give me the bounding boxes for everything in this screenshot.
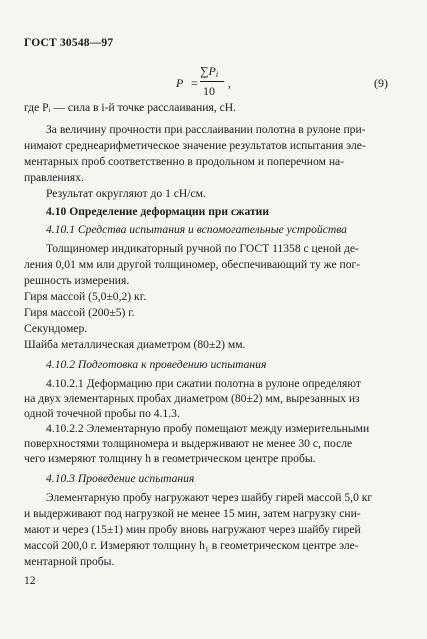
- subsection-heading-4-10-3: 4.10.3 Проведение испытания: [46, 472, 195, 485]
- text-line: Элементарную пробу нагружают через шайбу гирей массой 5,0 кг: [46, 491, 373, 504]
- formula-numerator-subscript: i: [215, 70, 219, 79]
- text-line: Шайба металлическая диаметром (80±2) мм.: [24, 338, 246, 351]
- text-line: массой 200,0 г. Измеряют толщину h₁ в геометрическом центре эле-: [24, 539, 359, 552]
- formula-numerator-main: ∑P: [200, 64, 216, 78]
- text-line: 4.10.2.1 Деформацию при сжатии полотна в рулоне определяют: [46, 377, 361, 390]
- text-line: и выдерживают под нагрузкой не менее 15 мин, затем нагрузку сни-: [24, 507, 361, 520]
- text-line: Секундомер.: [24, 322, 88, 335]
- text-line: Гиря массой (5,0±0,2) кг.: [24, 290, 147, 303]
- text-line: 4.10.2.2 Элементарную пробу помещают между измерительными: [46, 422, 370, 435]
- text-line: правлениях.: [24, 171, 84, 184]
- formula-fraction-bar: [200, 81, 224, 82]
- formula-denominator: 10: [203, 84, 215, 98]
- text-line: Толщиномер индикаторный ручной по ГОСТ 11358 с ценой де-: [46, 242, 359, 255]
- text-line: решность измерения.: [24, 274, 130, 287]
- formula-numerator: [200, 64, 218, 79]
- page-number: 12: [24, 574, 36, 587]
- section-heading-4-10: 4.10 Определение деформации при сжатии: [46, 205, 269, 218]
- text-line: на двух элементарных пробах диаметром (80±2) мм, вырезанных из: [24, 392, 360, 405]
- text-line: одной точечной пробы по 4.1.3.: [24, 407, 180, 420]
- formula-equals: =: [191, 76, 198, 90]
- text-line: ментарной пробы.: [24, 555, 115, 568]
- text-line: За величину прочности при расслаивании полотна в рулоне при-: [46, 123, 366, 136]
- text-line: Результат округляют до 1 сН/см.: [46, 187, 206, 200]
- text-line: где Pᵢ — сила в i-й точке расслаивания, сН.: [24, 101, 237, 114]
- subsection-heading-4-10-2: 4.10.2 Подготовка к проведению испытания: [46, 358, 267, 371]
- formula-9: [172, 62, 262, 102]
- formula-lhs: P: [176, 76, 184, 90]
- formula-comma: ,: [228, 76, 231, 90]
- text-line: поверхностями толщиномера и выдерживают не менее 30 с, после: [24, 437, 353, 450]
- text-line: мают и через (15±1) мин пробу вновь нагружают через шайбу гирей: [24, 523, 361, 536]
- text-line: чего измеряют толщину h в геометрическом центре пробы.: [24, 452, 316, 465]
- standard-header: ГОСТ 30548—97: [24, 37, 114, 49]
- equation-number: (9): [374, 76, 388, 90]
- text-line: ления 0,01 мм или другой толщиномер, обеспечивающий ту же пог-: [24, 258, 361, 271]
- text-line: ментарных проб соответственно в продольном и поперечном на-: [24, 155, 345, 168]
- text-line: нимают среднеарифметическое значение результатов испытания эле-: [24, 139, 366, 152]
- subsection-heading-4-10-1: 4.10.1 Средства испытания и вспомогательные устройства: [46, 223, 347, 236]
- text-line: Гиря массой (200±5) г.: [24, 306, 135, 319]
